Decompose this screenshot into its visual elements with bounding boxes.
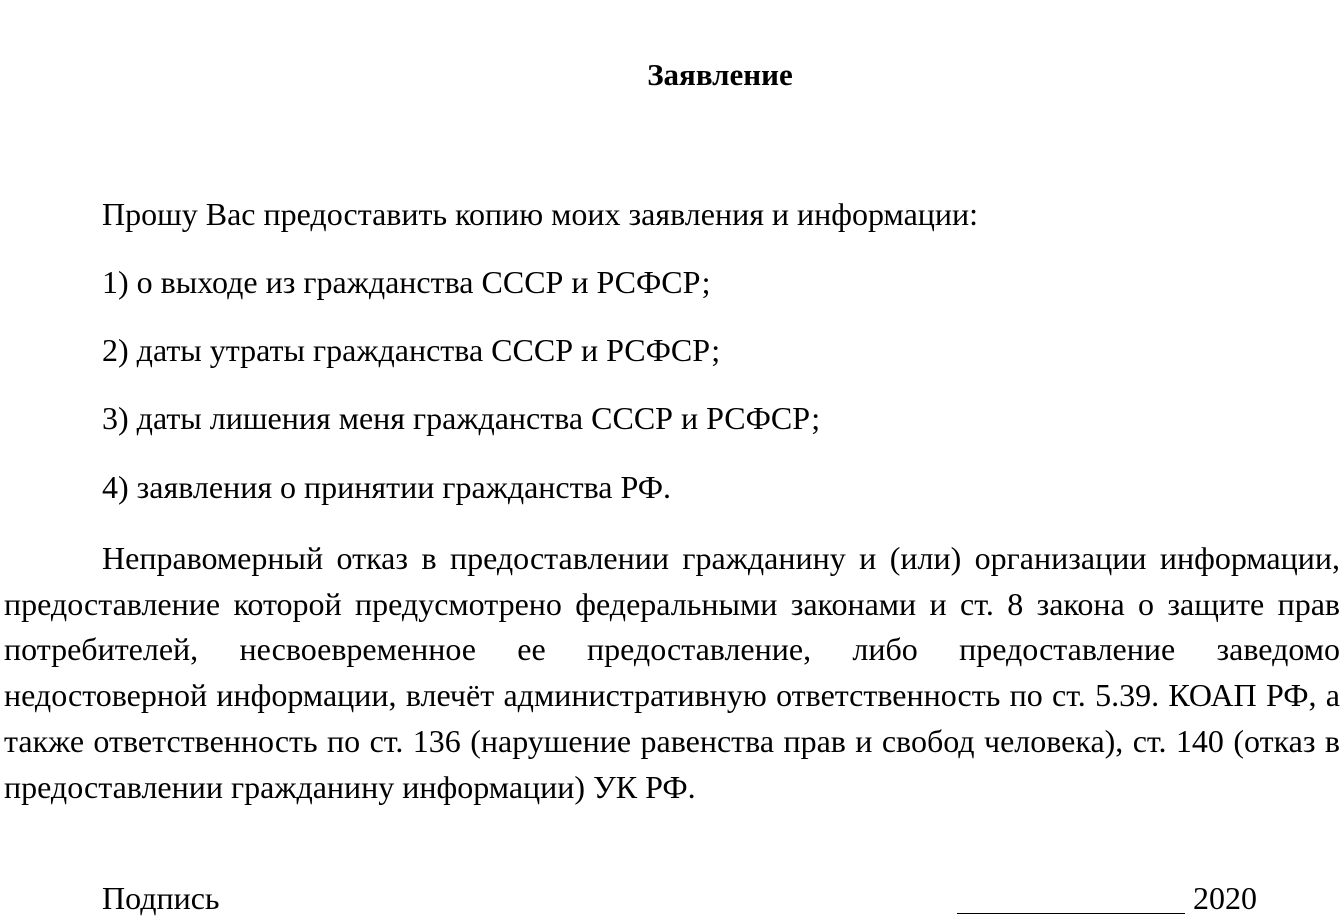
request-item-2: 2) даты утраты гражданства СССР и РСФСР;	[102, 332, 721, 368]
document-title: Заявление	[647, 57, 793, 92]
signature-label: Подпись	[102, 880, 220, 916]
signature-blank-line	[957, 913, 1185, 914]
request-intro: Прошу Вас предоставить копию моих заявления и информации:	[102, 196, 979, 232]
signature-year: 2020	[1193, 880, 1257, 916]
request-item-1: 1) о выходе из гражданства СССР и РСФСР;	[102, 264, 711, 300]
signature-row	[0, 878, 1343, 918]
request-item-3: 3) даты лишения меня гражданства СССР и РСФСР;	[102, 400, 821, 436]
legal-notice-paragraph: Неправомерный отказ в предоставлении гражданину и (или) организации информации, предоставление которой предусмотрено федеральными законами и ст. 8 закона о защите прав потребителей, несвоевременное ее предоставление, либо предоставление заведомо недостоверной информации, влечёт административную ответственность по ст. 5.39. КОАП РФ, а также ответственность по ст. 136 (нарушение равенства прав и свобод человека), ст. 140 (отказ в предоставлении гражданину информации) УК РФ.	[4, 540, 1340, 805]
request-item-4: 4) заявления о принятии гражданства РФ.	[102, 469, 672, 505]
